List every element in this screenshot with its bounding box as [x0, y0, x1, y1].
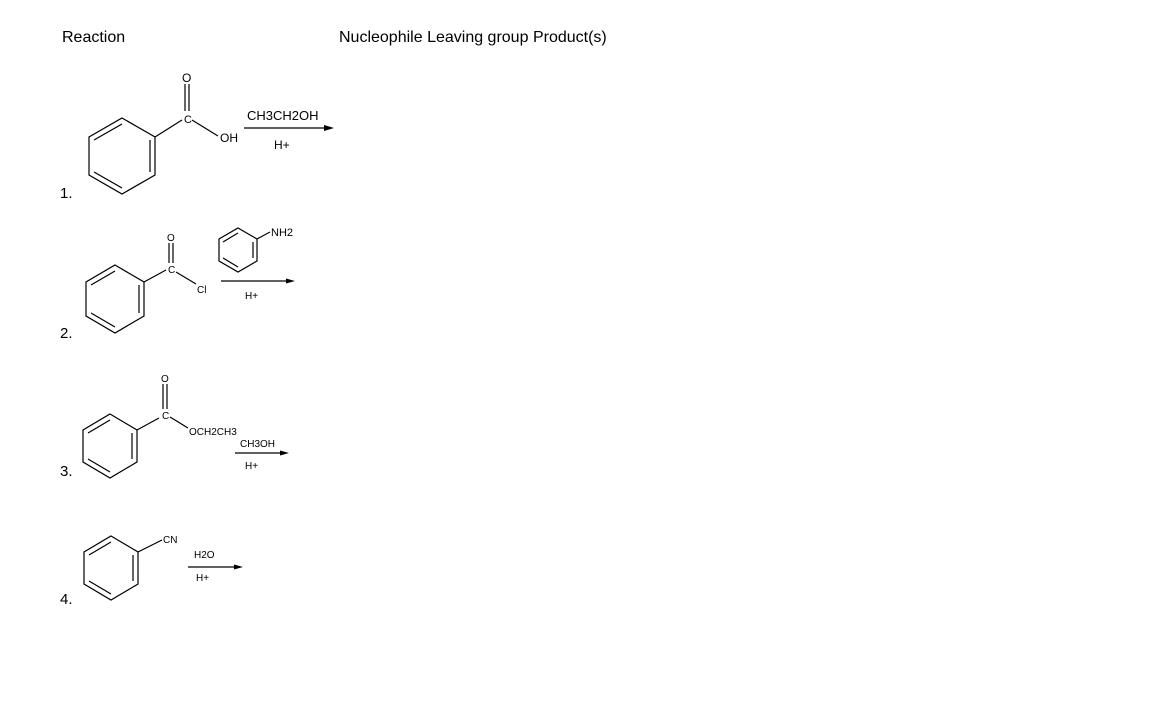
- bond-ring-carbonyl-2: [144, 270, 166, 282]
- leaving-group-header: Leaving group: [427, 29, 529, 46]
- reagent-sub-3: H+: [245, 461, 259, 472]
- nucleophile-header: Nucleophile: [339, 29, 423, 46]
- substituent-2: Cl: [197, 285, 207, 296]
- bond-ring-carbonyl-3: [137, 418, 159, 430]
- reaction-number-4: 4.: [60, 591, 73, 608]
- benzene-ring-3: [83, 414, 137, 478]
- bond-carbon-substituent-2: [176, 272, 196, 284]
- reaction-2: [86, 227, 295, 333]
- reaction-1: [89, 71, 334, 194]
- substituent-3: OCH2CH3: [189, 427, 237, 438]
- carbonyl-carbon-3: C: [162, 411, 170, 422]
- reagent-main-4: H2O: [194, 550, 215, 561]
- bond-ring-amine: [257, 232, 270, 239]
- reaction-3: [83, 374, 289, 478]
- bond-ring-nitrile: [138, 540, 162, 552]
- bond-carbon-substituent-1: [192, 120, 218, 136]
- carbonyl-oxygen-3: O: [161, 374, 169, 385]
- substituent-1: OH: [220, 131, 238, 145]
- reagent-main-3: CH3OH: [240, 439, 276, 450]
- arrowhead-1: [324, 125, 334, 131]
- carbonyl-carbon-2: C: [168, 265, 176, 276]
- bond-carbon-substituent-3: [170, 417, 188, 428]
- benzene-ring-4: [84, 536, 138, 600]
- carbonyl-oxygen-2: O: [167, 233, 175, 244]
- reaction-4: [84, 535, 243, 600]
- reagent-main-1: CH3CH2OH: [247, 108, 319, 123]
- reagent-sub-2: H+: [245, 291, 259, 302]
- benzene-ring-2: [86, 265, 144, 333]
- reaction-number-3: 3.: [60, 463, 73, 480]
- reaction-number-1: 1.: [60, 185, 73, 202]
- carbonyl-carbon-1: C: [184, 114, 192, 126]
- reagent-sub-4: H+: [196, 573, 210, 584]
- reaction-number-2: 2.: [60, 325, 73, 342]
- aniline-ring: [219, 228, 257, 272]
- reagent-sub-1: H+: [274, 138, 290, 152]
- products-header: Product(s): [532, 29, 607, 46]
- carbonyl-oxygen-1: O: [182, 71, 192, 85]
- arrowhead-2: [286, 279, 295, 284]
- reaction-header: Reaction: [62, 29, 126, 46]
- substituent-4: CN: [163, 535, 178, 546]
- arrowhead-3: [280, 451, 289, 456]
- reagent-ring-group-2: NH2: [271, 227, 294, 239]
- bond-ring-carbonyl-1: [155, 120, 182, 137]
- benzene-ring-1: [89, 118, 155, 194]
- arrowhead-4: [234, 565, 243, 570]
